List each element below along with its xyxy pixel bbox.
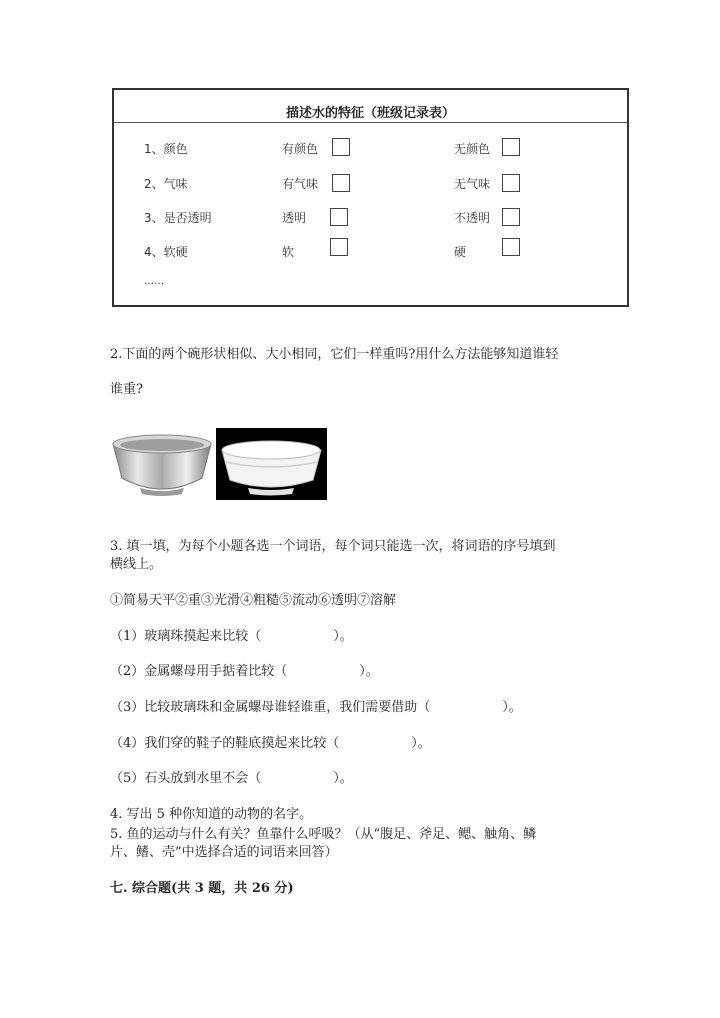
q3-item-prefix: （4）我们穿的鞋子的鞋底摸起来比较（: [110, 736, 340, 751]
q3-item-prefix: （5）石头放到水里不会（: [110, 771, 262, 786]
q3-item-suffix: ）。: [333, 771, 353, 786]
ellipsis: ……: [144, 276, 164, 287]
row-label: 2、气味: [144, 177, 188, 191]
checkbox-no-color[interactable]: [502, 138, 520, 156]
section-7-heading: 七. 综合题(共 3 题，共 26 分): [110, 881, 294, 896]
option-b-label: 无颜色: [454, 142, 491, 156]
record-table-title: 描述水的特征（班级记录表）: [285, 106, 455, 121]
q3-intro-line1: 3. 填一填，为每个小题各选一个词语，每个词只能选一次，将词语的序号填到: [110, 539, 556, 554]
checkbox-transparent[interactable]: [330, 208, 348, 226]
q5-line1: 5. 鱼的运动与什么有关？鱼靠什么呼吸？（从“腹足、斧足、鳃、触角、鳞: [110, 827, 537, 842]
record-table-title-rule: [114, 122, 627, 123]
option-a-label: 有气味: [282, 177, 319, 191]
checkbox-opaque[interactable]: [502, 208, 520, 226]
steel-bowl-image: [110, 430, 214, 498]
q3-item-suffix: ）。: [411, 736, 431, 751]
row-label: 4、软硬: [144, 245, 188, 259]
option-b-label: 硬: [454, 245, 467, 259]
q3-item-suffix: ）。: [359, 664, 379, 679]
checkbox-soft[interactable]: [330, 238, 348, 256]
record-table: [112, 88, 629, 307]
row-label: 3、是否透明: [144, 211, 212, 225]
checkbox-hard[interactable]: [502, 238, 520, 256]
q3-item-prefix: （3）比较玻璃珠和金属螺母谁轻谁重，我们需要借助（: [110, 700, 431, 715]
q3-intro-line2: 横线上。: [110, 557, 163, 572]
q2-line2: 谁重?: [110, 382, 143, 397]
ceramic-bowl-image: [216, 428, 327, 500]
option-b-label: 无气味: [454, 177, 491, 191]
option-b-label: 不透明: [454, 211, 491, 225]
q3-item-suffix: ）。: [333, 629, 353, 644]
q3-item-suffix: ）。: [502, 700, 522, 715]
q3-word-options: ①简易天平②重③光滑④粗糙⑤流动⑥透明⑦溶解: [110, 593, 397, 608]
q3-item-4: [110, 735, 431, 753]
checkbox-has-color[interactable]: [332, 138, 350, 156]
q5-line2: 片、鳍、壳”中选择合适的词语来回答）: [110, 845, 338, 860]
q3-item-5: [110, 770, 353, 788]
option-a-label: 透明: [282, 211, 307, 225]
checkbox-no-smell[interactable]: [502, 174, 520, 192]
q3-item-2: [110, 663, 379, 681]
row-label: 1、颜色: [144, 142, 188, 156]
option-a-label: 有颜色: [282, 142, 319, 156]
q3-item-3: [110, 699, 522, 717]
q4-text: 4. 写出 5 种你知道的动物的名字。: [110, 807, 313, 822]
checkbox-has-smell[interactable]: [332, 174, 350, 192]
q3-item-prefix: （2）金属螺母用手掂着比较（: [110, 664, 288, 679]
q3-item-prefix: （1）玻璃珠摸起来比较（: [110, 629, 262, 644]
option-a-label: 软: [282, 245, 295, 259]
q3-item-1: [110, 628, 353, 646]
q2-line1: 2.下面的两个碗形状相似、大小相同，它们一样重吗?用什么方法能够知道谁轻: [110, 347, 559, 362]
